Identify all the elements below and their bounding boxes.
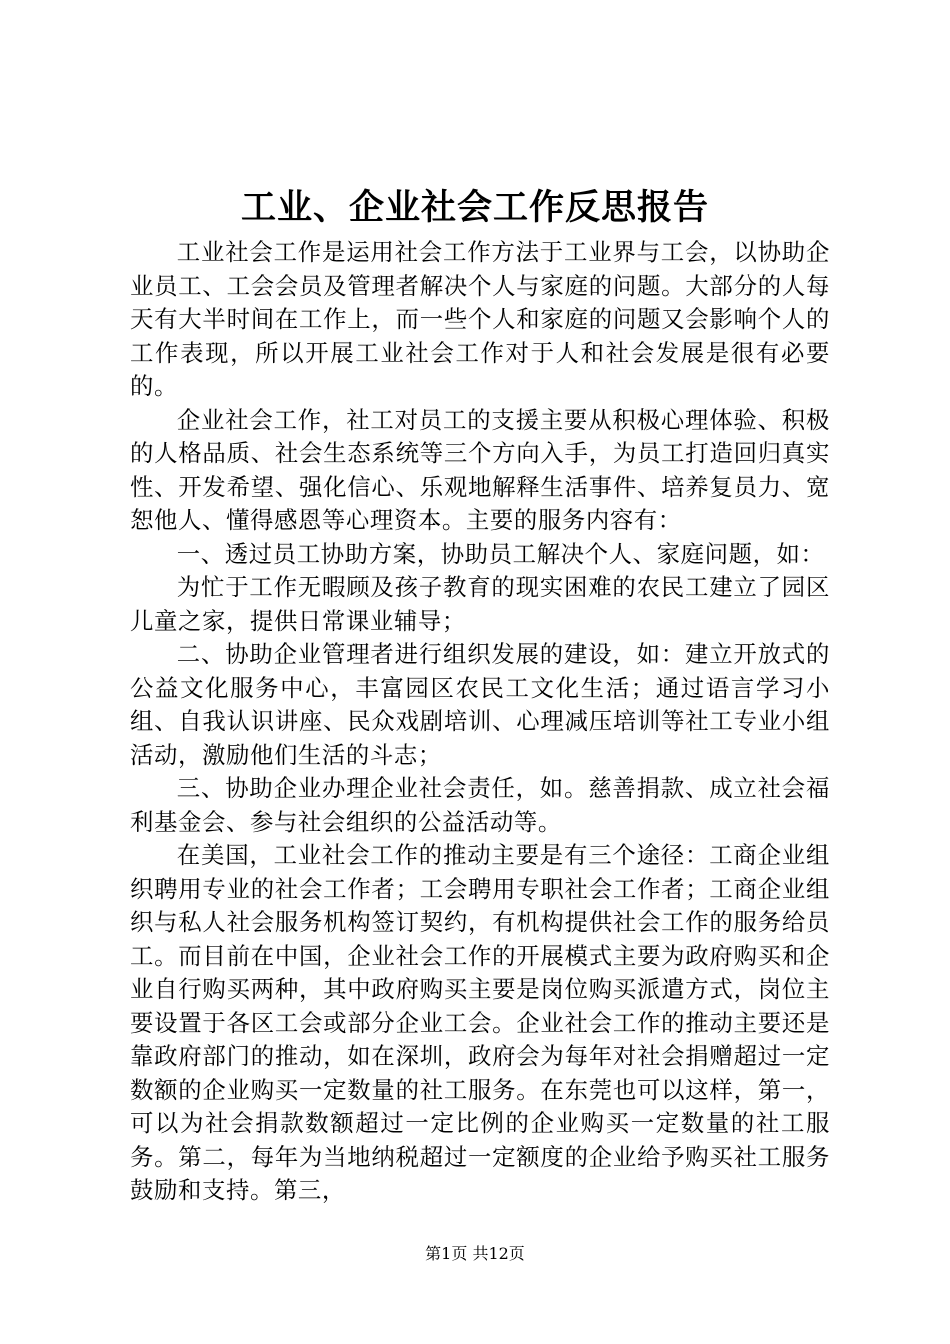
paragraph: 为忙于工作无暇顾及孩子教育的现实困难的农民工建立了园区儿童之家，提供日常课业辅导；: [130, 573, 830, 635]
page-number-footer: 第1页 共12页: [425, 1244, 525, 1263]
document-title: 工业、企业社会工作反思报告: [240, 187, 709, 228]
paragraph: 三、协助企业办理企业社会责任，如。慈善捐款、成立社会福利基金会、参与社会组织的公益活动等。: [130, 774, 830, 836]
document-body: [130, 236, 830, 1208]
paragraph: 在美国，工业社会工作的推动主要是有三个途径：工商企业组织聘用专业的社会工作者；工会聘用专职社会工作者；工商企业组织与私人社会服务机构签订契约，有机构提供社会工作的服务给员工。而目前在中国，企业社会工作的开展模式主要为政府购买和企业自行购买两种，其中政府购买主要是岗位购买派遣方式，岗位主要设置于各区工会或部分企业工会。企业社会工作的推动主要还是靠政府部门的推动，如在深圳，政府会为每年对社会捐赠超过一定数额的企业购买一定数量的社工服务。在东莞也可以这样，第一，可以为社会捐款数额超过一定比例的企业购买一定数量的社工服务。第二，每年为当地纳税超过一定额度的企业给予购买社工服务鼓励和支持。第三，: [130, 841, 830, 1204]
paragraph: 二、协助企业管理者进行组织发展的建设，如：建立开放式的公益文化服务中心，丰富园区农民工文化生活；通过语言学习小组、自我认识讲座、民众戏剧培训、心理减压培训等社工专业小组活动，激励他们生活的斗志；: [130, 640, 830, 769]
paragraph: 工业社会工作是运用社会工作方法于工业界与工会，以协助企业员工、工会会员及管理者解决个人与家庭的问题。大部分的人每天有大半时间在工作上，而一些个人和家庭的问题又会影响个人的工作表现，所以开展工业社会工作对于人和社会发展是很有必要的。: [130, 238, 830, 400]
paragraph: 企业社会工作，社工对员工的支援主要从积极心理体验、积极的人格品质、社会生态系统等三个方向入手，为员工打造回归真实性、开发希望、强化信心、乐观地解释生活事件、培养复员力、宽恕他人、懂得感恩等心理资本。主要的服务内容有：: [130, 405, 830, 534]
paragraph: 一、透过员工协助方案，协助员工解决个人、家庭问题，如：: [176, 539, 825, 568]
